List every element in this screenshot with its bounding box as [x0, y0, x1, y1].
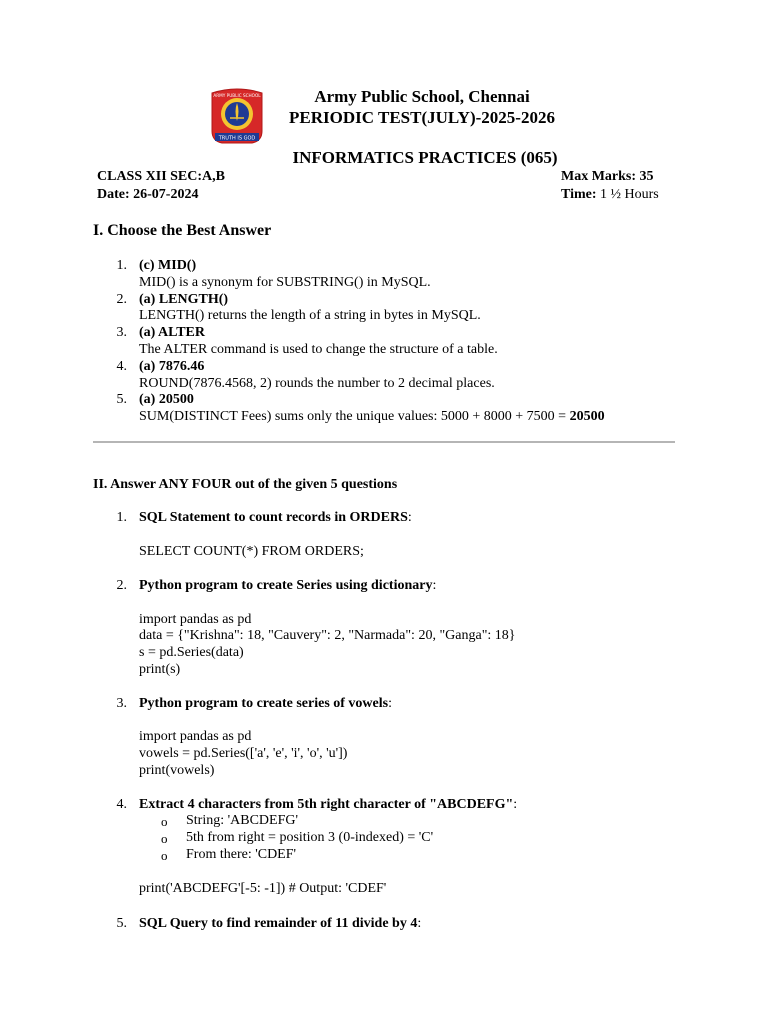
time-value: 1 ½ Hours — [596, 187, 659, 202]
question-heading — [139, 510, 412, 526]
heading-colon: : — [513, 797, 518, 812]
date-line: Date: 26-07-2024 — [97, 187, 199, 202]
time-label: Time: — [561, 187, 597, 202]
question-heading-text: SQL Query to find remainder of 11 divide by 4 — [139, 916, 418, 931]
question-number: 5. — [116, 916, 127, 931]
item-number: 4. — [116, 359, 127, 374]
item-number: 3. — [116, 325, 127, 340]
code-line: import pandas as pd — [139, 729, 252, 744]
item-answer: (a) LENGTH() — [139, 292, 229, 307]
code-line: SELECT COUNT(*) FROM ORDERS; — [139, 544, 364, 559]
class-line: CLASS XII SEC:A,B — [97, 169, 225, 184]
code-line: s = pd.Series(data) — [139, 645, 244, 660]
code-line: import pandas as pd — [139, 612, 252, 627]
item-answer: (a) ALTER — [139, 325, 206, 340]
section-divider — [93, 441, 675, 443]
code-line: print('ABCDEFG'[-5: -1]) # Output: 'CDEF' — [139, 881, 387, 896]
section1-title: I. Choose the Best Answer — [93, 222, 272, 239]
code-line: print(s) — [139, 662, 181, 677]
question-heading — [139, 578, 436, 594]
item-note: LENGTH() returns the length of a string in bytes in MySQL. — [139, 308, 481, 323]
item-answer: (c) MID() — [139, 258, 197, 273]
question-number: 3. — [116, 696, 127, 711]
item-number: 5. — [116, 392, 127, 407]
item-note-text: SUM(DISTINCT Fees) sums only the unique values: 5000 + 8000 + 7500 = — [139, 409, 570, 424]
logo-top-text: ARMY PUBLIC SCHOOL — [213, 93, 261, 98]
question-heading-text: SQL Statement to count records in ORDERS — [139, 510, 408, 525]
question-heading-text: Python program to create series of vowels — [139, 696, 389, 711]
bullet-text: String: 'ABCDEFG' — [186, 813, 299, 828]
question-number: 1. — [116, 510, 127, 525]
question-heading — [139, 797, 517, 813]
subject-title: INFORMATICS PRACTICES (065) — [292, 148, 558, 167]
bullet-text: 5th from right = position 3 (0-indexed) = 'C' — [186, 830, 434, 845]
question-number: 4. — [116, 797, 127, 812]
heading-colon: : — [388, 696, 392, 711]
heading-colon: : — [407, 510, 412, 525]
section2-title: II. Answer ANY FOUR out of the given 5 questions — [93, 477, 398, 492]
code-line: data = {"Krishna": 18, "Cauvery": 2, "Narmada": 20, "Ganga": 18} — [139, 628, 516, 643]
item-number: 2. — [116, 292, 127, 307]
question-number: 2. — [116, 578, 127, 593]
item-note — [139, 409, 605, 425]
bullet-marker: o — [161, 848, 168, 863]
bullet-marker: o — [161, 831, 168, 846]
time-line — [561, 187, 659, 203]
test-title: PERIODIC TEST(JULY)-2025-2026 — [289, 108, 555, 127]
question-heading — [139, 916, 421, 932]
logo-ribbon-text: TRUTH IS GOD — [218, 135, 256, 142]
question-heading — [139, 696, 392, 712]
item-number: 1. — [116, 258, 127, 273]
question-heading-text: Extract 4 characters from 5th right character of "ABCDEFG" — [139, 797, 514, 812]
heading-colon: : — [417, 916, 422, 931]
item-note: ROUND(7876.4568, 2) rounds the number to 2 decimal places. — [139, 376, 495, 391]
item-answer: (a) 20500 — [139, 392, 194, 407]
item-note: MID() is a synonym for SUBSTRING() in MySQL. — [139, 275, 431, 290]
max-marks: Max Marks: 35 — [561, 169, 654, 184]
bullet-text: From there: 'CDEF' — [186, 847, 297, 862]
item-answer: (a) 7876.46 — [139, 359, 205, 374]
school-name: Army Public School, Chennai — [314, 87, 530, 106]
bullet-marker: o — [161, 814, 168, 829]
heading-colon: : — [432, 578, 437, 593]
code-line: vowels = pd.Series(['a', 'e', 'i', 'o', 'u']) — [139, 746, 348, 761]
question-heading-text: Python program to create Series using dictionary — [139, 578, 433, 593]
item-note: The ALTER command is used to change the structure of a table. — [139, 342, 498, 357]
code-line: print(vowels) — [139, 763, 215, 778]
item-note-result: 20500 — [569, 409, 605, 424]
